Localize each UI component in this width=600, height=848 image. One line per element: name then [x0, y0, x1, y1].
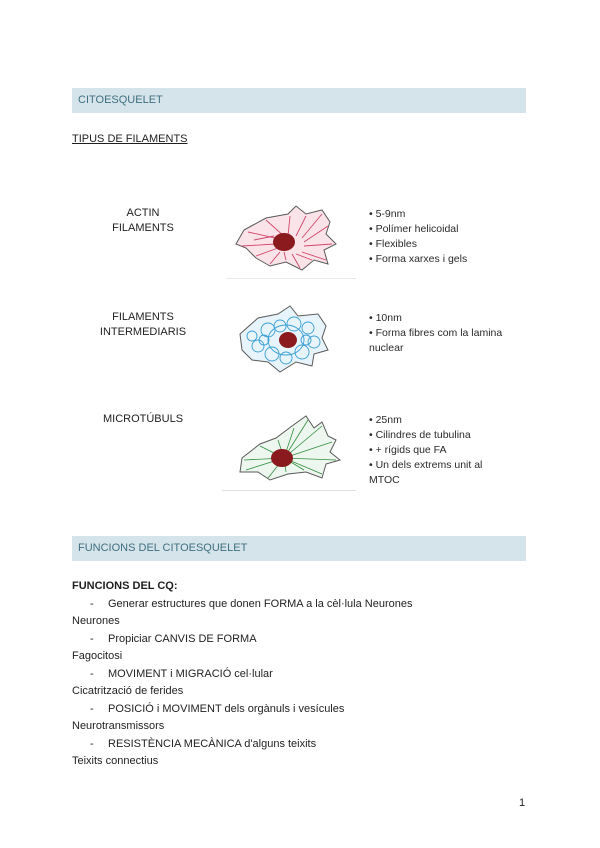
- list-item: • 25nm: [369, 413, 504, 428]
- intermediate-filaments-label: [73, 310, 213, 340]
- filament-types-subheading: TIPUS DE FILAMENTS: [72, 133, 188, 145]
- function-item: [72, 701, 532, 719]
- function-text: Generar estructures que donen FORMA a la cèl·lula Neurones: [108, 597, 413, 610]
- list-item: • Un dels extrems unit al MTOC: [369, 458, 504, 488]
- actin-label-line-2: FILAMENTS: [112, 222, 174, 234]
- microtubules-label: [73, 412, 213, 427]
- actin-label-line-1: ACTIN: [126, 207, 160, 219]
- list-item: • Forma fibres com la lamina nuclear: [369, 326, 504, 356]
- section-header-funcions: FUNCIONS DEL CITOESQUELET: [72, 536, 526, 561]
- function-item: [72, 736, 532, 754]
- dash-marker: -: [90, 597, 94, 610]
- dash-marker: -: [90, 702, 94, 715]
- function-text: Propiciar CANVIS DE FORMA: [108, 632, 257, 645]
- list-item: • Forma xarxes i gels: [369, 252, 504, 267]
- section-header-citoesquelet: CITOESQUELET: [72, 88, 526, 113]
- list-item: • 5-9nm: [369, 207, 504, 222]
- microtubules-label-line-1: MICROTÚBULS: [102, 413, 184, 425]
- function-example: Teixits connectius: [72, 755, 159, 767]
- dash-marker: -: [90, 667, 94, 680]
- function-item: [72, 596, 532, 614]
- dash-marker: -: [90, 632, 94, 645]
- intermediate-filaments-properties-list: [369, 311, 504, 356]
- list-item: • 10nm: [369, 311, 504, 326]
- page-number: 1: [519, 797, 526, 809]
- functions-list: [72, 578, 532, 771]
- functions-title: FUNCIONS DEL CQ:: [72, 580, 178, 592]
- function-item: [72, 631, 532, 649]
- function-example: Cicatrització de ferides: [72, 685, 184, 697]
- dash-marker: -: [90, 737, 94, 750]
- list-item: • Flexibles: [369, 237, 504, 252]
- function-item: [72, 666, 532, 684]
- function-example: Neurones: [72, 615, 120, 627]
- microtubules-properties-list: [369, 413, 504, 488]
- actin-cell-illustration: [226, 200, 356, 280]
- intermediate-filaments-cell-illustration: [228, 300, 338, 380]
- actin-properties-list: [369, 207, 504, 267]
- microtubules-cell-illustration: [222, 408, 356, 492]
- intermediate-label-line-2: INTERMEDIARIS: [99, 326, 187, 338]
- list-item: • Cilindres de tubulina: [369, 428, 504, 443]
- function-example: Neurotransmissors: [72, 720, 165, 732]
- function-text: MOVIMENT i MIGRACIÓ cel·lular: [108, 667, 273, 680]
- list-item: • + rígids que FA: [369, 443, 504, 458]
- intermediate-label-line-1: FILAMENTS: [112, 311, 174, 323]
- actin-label: [73, 206, 213, 236]
- function-example: Fagocitosi: [72, 650, 123, 662]
- list-item: • Polímer helicoidal: [369, 222, 504, 237]
- function-text: RESISTÈNCIA MECÀNICA d'alguns teixits: [108, 737, 317, 750]
- function-text: POSICIÓ i MOVIMENT dels orgànuls i vesícules: [108, 702, 345, 715]
